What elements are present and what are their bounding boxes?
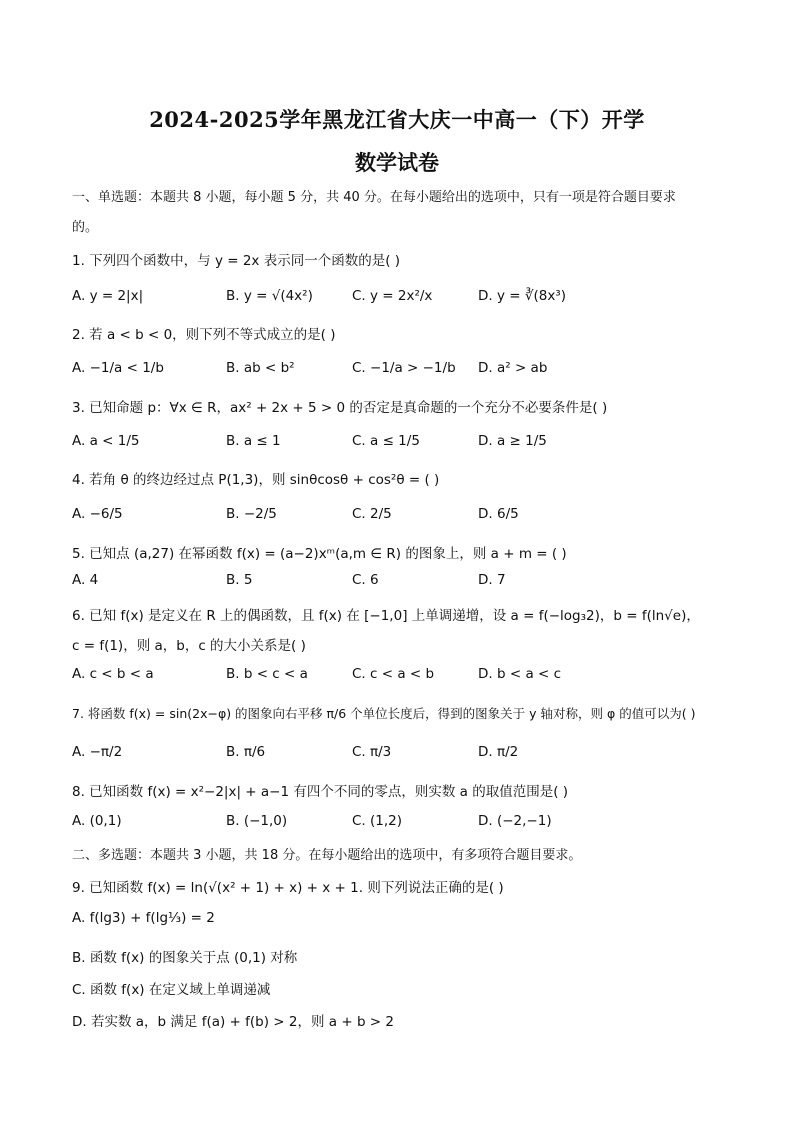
q4-option-c: C. 2/5	[352, 506, 392, 522]
section1-heading-cont: 的。	[72, 220, 99, 235]
q7-option-a: A. −π/2	[72, 744, 123, 760]
q7-option-c: C. π/3	[352, 744, 392, 760]
q9-option-d: D. 若实数 a，b 满足 f(a) + f(b) > 2，则 a + b > 2	[72, 1014, 394, 1030]
q3-option-c: C. a ≤ 1/5	[352, 433, 420, 449]
q3-option-d: D. a ≥ 1/5	[478, 433, 547, 449]
q1-option-c: C. y = 2x²/x	[352, 288, 433, 304]
q8-option-c: C. (1,2)	[352, 813, 403, 829]
q6-option-c: C. c < a < b	[352, 666, 435, 682]
q7-option-b: B. π/6	[226, 744, 266, 760]
q2-option-c: C. −1/a > −1/b	[352, 360, 456, 376]
question-3-stem: 3. 已知命题 p：∀x ∈ R，ax² + 2x + 5 > 0 的否定是真命题的一个充分不必要条件是( )	[72, 400, 608, 416]
q1-option-b: B. y = √(4x²)	[226, 288, 313, 304]
question-2-stem: 2. 若 a < b < 0，则下列不等式成立的是( )	[72, 327, 336, 343]
exam-title: 2024-2025学年黑龙江省大庆一中高一（下）开学	[149, 107, 645, 132]
q5-option-c: C. 6	[352, 572, 379, 588]
q4-option-a: A. −6/5	[72, 506, 123, 522]
exam-subtitle: 数学试卷	[355, 150, 439, 175]
question-6-stem-cont: c = f(1)，则 a，b，c 的大小关系是( )	[72, 638, 306, 654]
q1-option-a: A. y = 2|x|	[72, 288, 144, 304]
q3-option-a: A. a < 1/5	[72, 433, 140, 449]
q4-option-d: D. 6/5	[478, 506, 519, 522]
q8-option-d: D. (−2,−1)	[478, 813, 552, 829]
question-6-stem: 6. 已知 f(x) 是定义在 R 上的偶函数，且 f(x) 在 [−1,0] 上单调递增，设 a = f(−log₃2)，b = f(ln√e)，	[72, 608, 700, 624]
question-9-stem: 9. 已知函数 f(x) = ln(√(x² + 1) + x) + x + 1. 则下列说法正确的是( )	[72, 880, 504, 896]
q8-option-a: A. (0,1)	[72, 813, 122, 829]
q6-option-a: A. c < b < a	[72, 666, 154, 682]
question-1-stem: 1. 下列四个函数中，与 y = 2x 表示同一个函数的是( )	[72, 253, 401, 269]
q3-option-b: B. a ≤ 1	[226, 433, 281, 449]
question-8-stem: 8. 已知函数 f(x) = x²−2|x| + a−1 有四个不同的零点，则实数 a 的取值范围是( )	[72, 784, 569, 800]
question-7-stem: 7. 将函数 f(x) = sin(2x−φ) 的图象向右平移 π/6 个单位长度后，得到的图象关于 y 轴对称，则 φ 的值可以为( )	[72, 706, 696, 721]
q8-option-b: B. (−1,0)	[226, 813, 288, 829]
q5-option-b: B. 5	[226, 572, 253, 588]
section1-heading: 一、单选题：本题共 8 小题，每小题 5 分，共 40 分。在每小题给出的选项中，只有一项是符合题目要求	[72, 190, 676, 205]
q9-option-b: B. 函数 f(x) 的图象关于点 (0,1) 对称	[72, 950, 298, 966]
q6-option-b: B. b < c < a	[226, 666, 308, 682]
q5-option-a: A. 4	[72, 572, 99, 588]
q7-option-d: D. π/2	[478, 744, 519, 760]
q5-option-d: D. 7	[478, 572, 506, 588]
question-5-stem: 5. 已知点 (a,27) 在幂函数 f(x) = (a−2)xᵐ(a,m ∈ R) 的图象上，则 a + m = ( )	[72, 546, 567, 562]
section2-heading: 二、多选题：本题共 3 小题，共 18 分。在每小题给出的选项中，有多项符合题目要求。	[72, 848, 582, 863]
q1-option-d: D. y = ∛(8x³)	[478, 288, 566, 304]
q4-option-b: B. −2/5	[226, 506, 277, 522]
q9-option-a: A. f(lg3) + f(lg⅓) = 2	[72, 910, 215, 926]
q6-option-d: D. b < a < c	[478, 666, 562, 682]
q2-option-d: D. a² > ab	[478, 360, 548, 376]
question-4-stem: 4. 若角 θ 的终边经过点 P(1,3)，则 sinθcosθ + cos²θ = ( )	[72, 472, 440, 488]
q2-option-a: A. −1/a < 1/b	[72, 360, 164, 376]
q2-option-b: B. ab < b²	[226, 360, 295, 376]
q9-option-c: C. 函数 f(x) 在定义域上单调递减	[72, 982, 271, 998]
